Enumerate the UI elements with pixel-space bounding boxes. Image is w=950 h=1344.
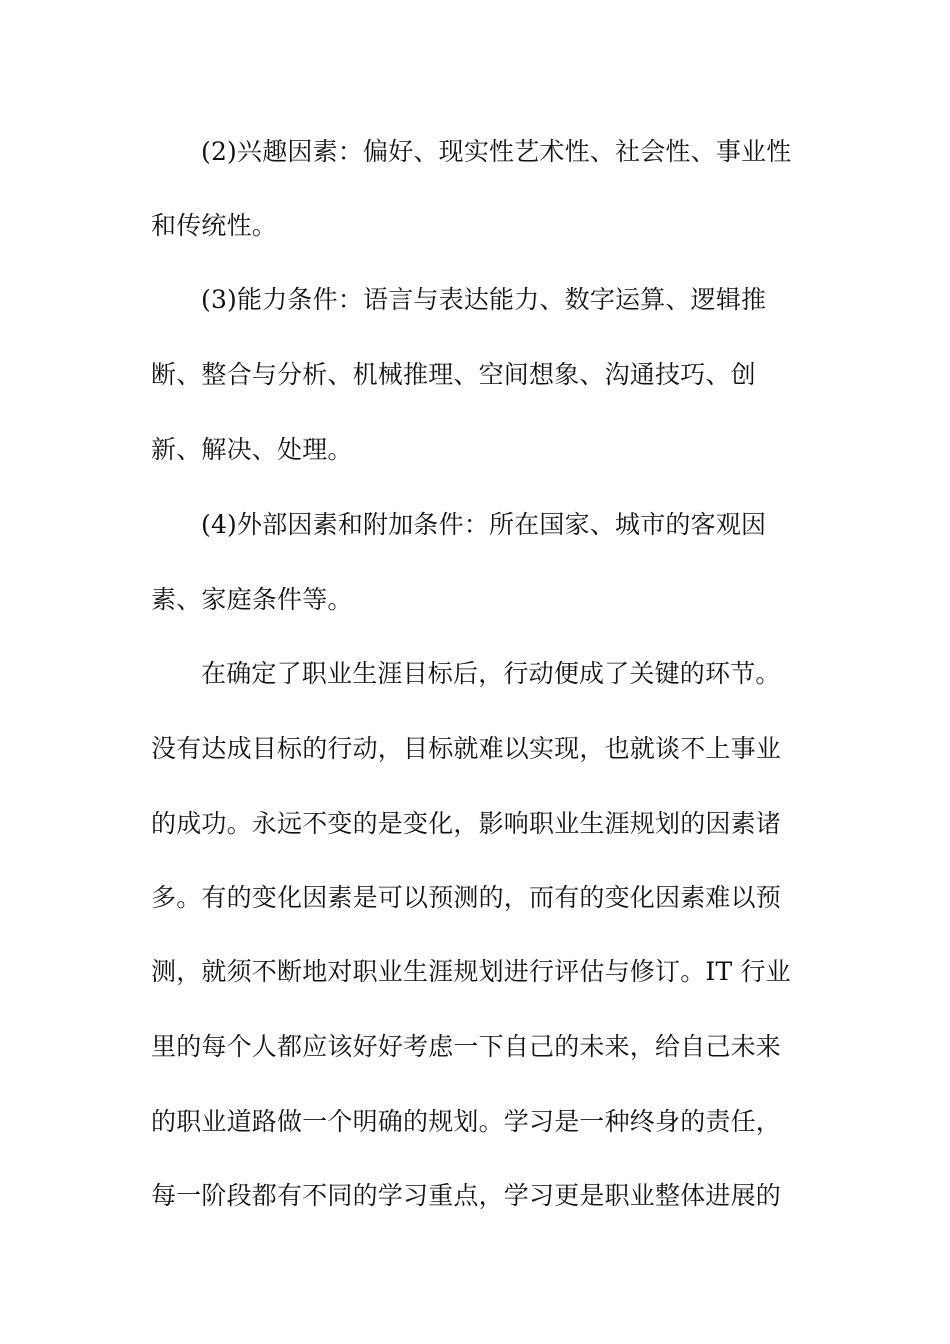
text-line-6: (4)外部因素和附加条件：所在国家、城市的客观因 <box>201 510 767 539</box>
text-line-15: 每一阶段都有不同的学习重点，学习更是职业整体进展的 <box>151 1181 782 1210</box>
text-line-7: 素、家庭条件等。 <box>151 585 353 614</box>
text-line-10: 的成功。永远不变的是变化，影响职业生涯规划的因素诸 <box>151 809 782 838</box>
text-line-1: (2)兴趣因素：偏好、现实性艺术性、社会性、事业性 <box>201 137 792 166</box>
text-line-14: 的职业道路做一个明确的规划。学习是一种终身的责任， <box>151 1107 782 1136</box>
text-line-11: 多。有的变化因素是可以预测的，而有的变化因素难以预 <box>151 883 782 912</box>
text-line-9: 没有达成目标的行动，目标就难以实现，也就谈不上事业 <box>151 734 782 763</box>
text-line-13: 里的每个人都应该好好考虑一下自己的未来，给自己未来 <box>151 1032 782 1061</box>
text-line-2: 和传统性。 <box>151 211 278 240</box>
text-line-4: 断、整合与分析、机械推理、空间想象、沟通技巧、创 <box>151 360 756 389</box>
text-line-8: 在确定了职业生涯目标后，行动便成了关键的环节。 <box>201 659 781 688</box>
text-line-5: 新、解决、处理。 <box>151 435 353 464</box>
text-line-12: 测，就须不断地对职业生涯规划进行评估与修订。IT 行业 <box>151 957 791 986</box>
text-line-3: (3)能力条件：语言与表达能力、数字运算、逻辑推 <box>201 285 767 314</box>
